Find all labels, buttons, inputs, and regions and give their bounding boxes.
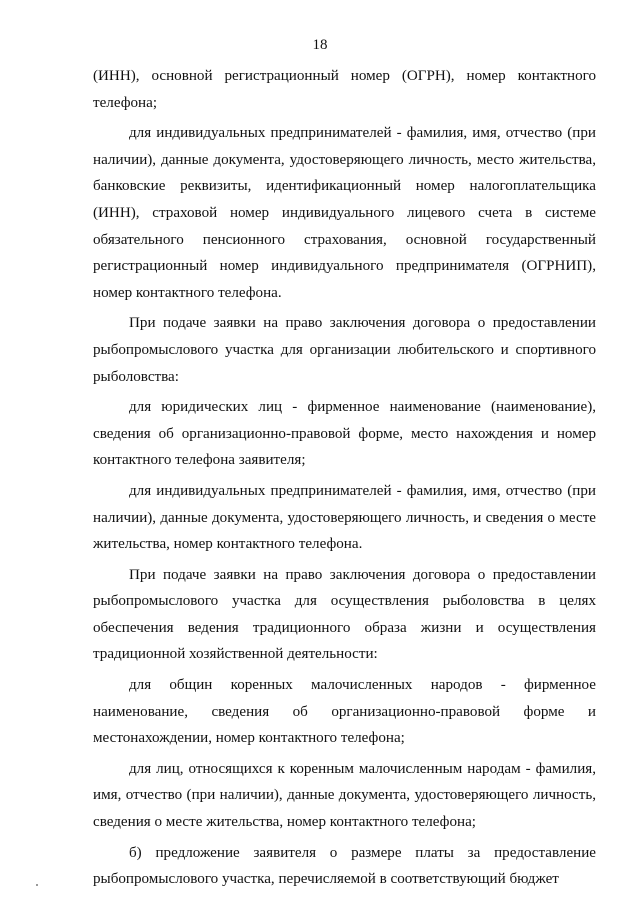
paragraph-indigenous-persons: для лиц, относящихся к коренным малочисленным народам - фамилия, имя, отчество (при наличии), данные документа, удостоверяющего личность, сведения о месте жительства, номер контактного телефона; [93, 760, 596, 831]
paragraph-fee-proposal: б) предложение заявителя о размере платы за предоставление рыбопромыслового участка, перечисляемой в соответствующий бюджет [93, 844, 596, 888]
paragraph-individual-entrepreneurs-details: для индивидуальных предпринимателей - фамилия, имя, отчество (при наличии), данные документа, удостоверяющего личность, место жительства, банковские реквизиты, идентификационный номер налогоплательщика (ИНН), страховой номер индивидуального лицевого счета в системе обязательного пенсионного страхования, основной государственный регистрационный номер индивидуального предпринимателя (ОГРНИП), номер контактного телефона. [93, 125, 596, 301]
paragraph-indigenous-communities: для общин коренных малочисленных народов - фирменное наименование, сведения об организационно-правовой форме и местонахождении, номер контактного телефона; [93, 677, 596, 747]
paragraph-amateur-fishing-application: При подаче заявки на право заключения договора о предоставлении рыбопромыслового участка для организации любительского и спортивного рыболовства: [93, 315, 596, 385]
paragraph-legal-entities: для юридических лиц - фирменное наименование (наименование), сведения об организационно-правовой форме, место нахождения и номер контактного телефона заявителя; [93, 399, 596, 469]
scan-speck [36, 884, 38, 886]
paragraph-traditional-lifestyle-application: При подаче заявки на право заключения договора о предоставлении рыбопромыслового участка для осуществления рыболовства в целях обеспечения ведения традиционного образа жизни и осуществления традиционной хозяйственной деятельности: [93, 566, 596, 663]
page-number: 18 [312, 37, 328, 53]
paragraph-continuation: (ИНН), основной регистрационный номер (ОГРН), номер контактного телефона; [93, 68, 596, 111]
document-body [93, 63, 596, 897]
paragraph-individual-entrepreneurs: для индивидуальных предпринимателей - фамилия, имя, отчество (при наличии), данные документа, удостоверяющего личность, и сведения о месте жительства, номер контактного телефона. [93, 482, 596, 553]
